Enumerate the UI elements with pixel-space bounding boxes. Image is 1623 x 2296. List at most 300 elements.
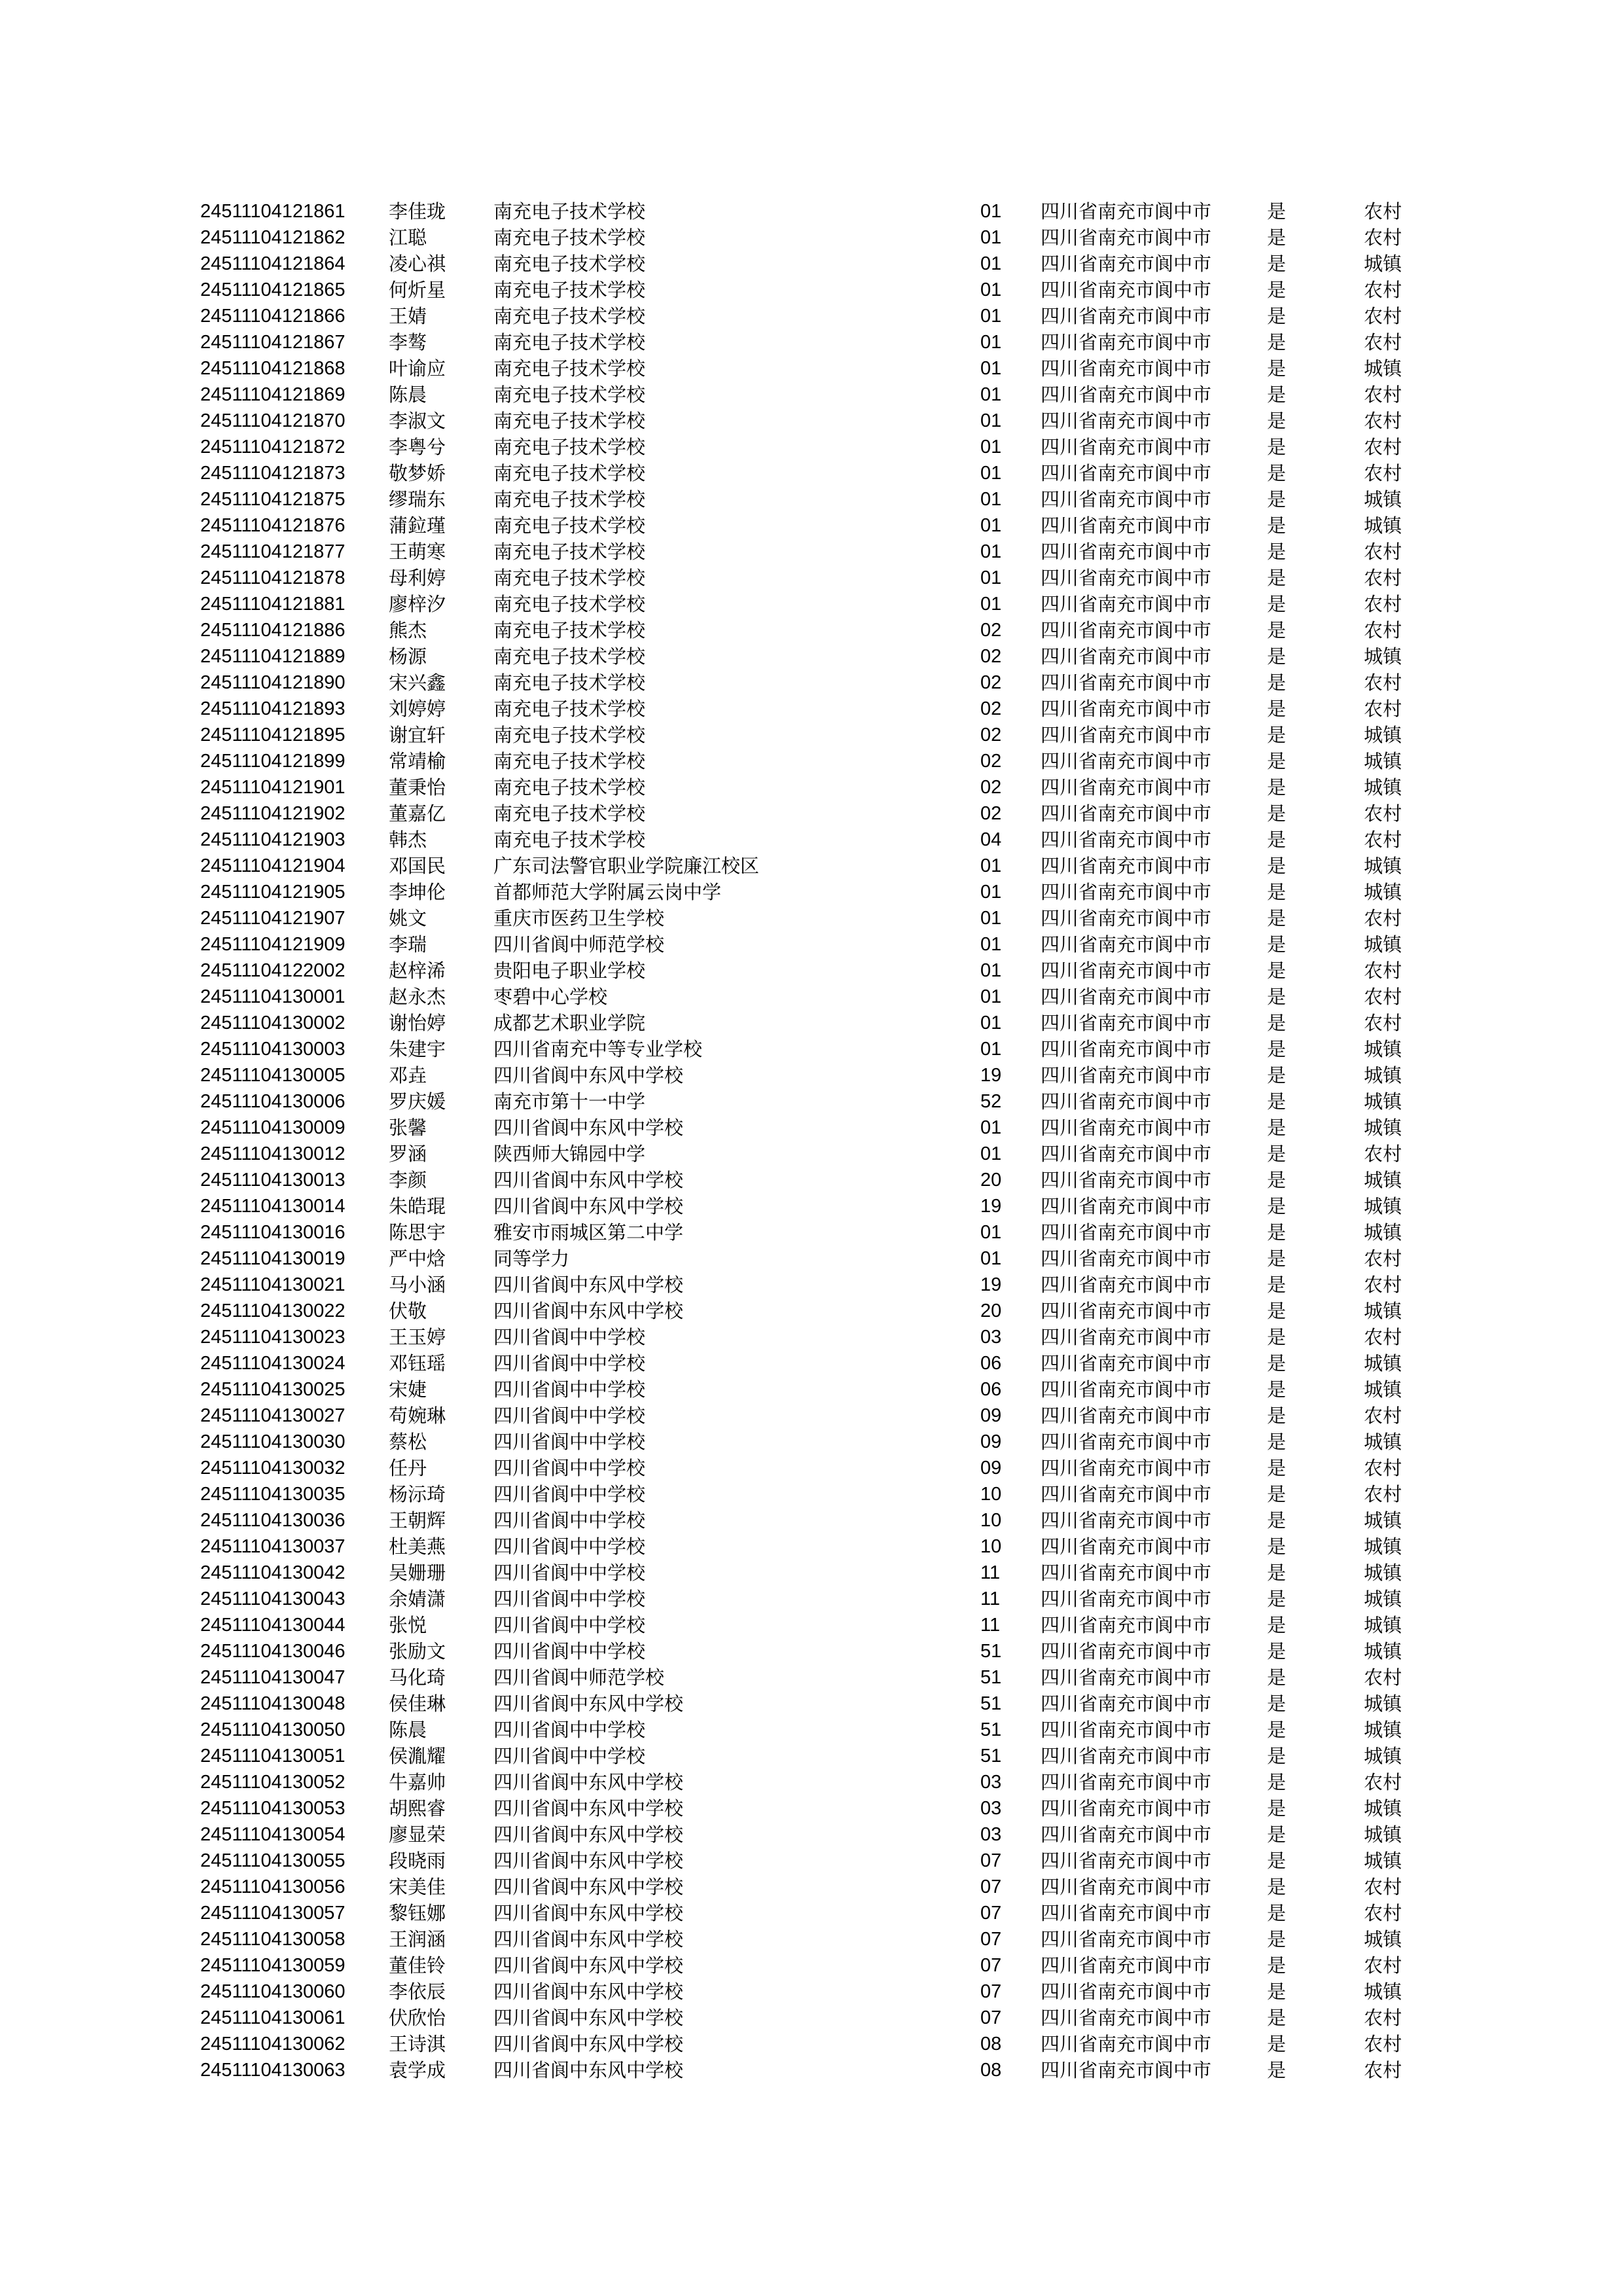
residence-type-cell: 城镇 [1364,253,1402,275]
class-code-cell: 08 [980,2060,1002,2081]
student-id-cell: 24511104130021 [200,1274,346,1295]
student-id-cell: 24511104121881 [200,594,346,615]
school-name-cell: 雅安市雨城区第二中学 [493,1221,684,1244]
student-name-cell: 伏敬 [389,1300,427,1322]
table-row [0,696,1623,722]
school-name-cell: 四川省阆中中学校 [493,1588,646,1610]
class-code-cell: 11 [980,1562,1001,1583]
table-row [0,303,1623,329]
student-roster-table [0,198,1623,2083]
residence-type-cell: 城镇 [1364,1588,1402,1610]
student-name-cell: 严中焓 [389,1247,446,1270]
table-row [0,670,1623,696]
region-cell: 四川省南充市阆中市 [1041,619,1212,641]
region-cell: 四川省南充市阆中市 [1041,829,1212,851]
student-name-cell: 王诗淇 [389,2033,446,2055]
region-cell: 四川省南充市阆中市 [1041,1614,1212,1636]
class-code-cell: 02 [980,672,1002,693]
student-name-cell: 杨沶琦 [389,1483,446,1505]
student-name-cell: 朱建宇 [389,1038,446,1060]
school-name-cell: 四川省阆中东风中学校 [493,1850,684,1872]
table-row [0,1638,1623,1664]
table-row [0,1115,1623,1141]
student-id-cell: 24511104130058 [200,1929,346,1950]
table-row [0,931,1623,958]
table-row [0,1952,1623,1979]
region-cell: 四川省南充市阆中市 [1041,1143,1212,1165]
region-cell: 四川省南充市阆中市 [1041,1509,1212,1532]
residence-type-cell: 农村 [1364,279,1402,301]
school-name-cell: 成都艺术职业学院 [493,1012,646,1034]
class-code-cell: 01 [980,306,1002,327]
class-code-cell: 51 [980,1667,1002,1688]
school-name-cell: 南充电子技术学校 [493,672,646,694]
student-name-cell: 余婧潇 [389,1588,446,1610]
class-code-cell: 01 [980,279,1002,300]
region-cell: 四川省南充市阆中市 [1041,1981,1212,2003]
region-cell: 四川省南充市阆中市 [1041,514,1212,537]
residence-type-cell: 城镇 [1364,1169,1402,1191]
table-row [0,1455,1623,1481]
school-name-cell: 四川省阆中中学校 [493,1483,646,1505]
school-name-cell: 南充电子技术学校 [493,724,646,746]
school-name-cell: 南充电子技术学校 [493,279,646,301]
school-name-cell: 南充电子技术学校 [493,776,646,798]
status-flag-cell: 是 [1267,331,1287,353]
region-cell: 四川省南充市阆中市 [1041,1352,1212,1374]
student-id-cell: 24511104121878 [200,567,346,588]
region-cell: 四川省南充市阆中市 [1041,226,1212,249]
student-id-cell: 24511104121899 [200,751,346,772]
residence-type-cell: 城镇 [1364,1640,1402,1662]
table-row [0,1376,1623,1403]
region-cell: 四川省南充市阆中市 [1041,1902,1212,1924]
region-cell: 四川省南充市阆中市 [1041,960,1212,982]
student-name-cell: 罗涵 [389,1143,427,1165]
region-cell: 四川省南充市阆中市 [1041,1693,1212,1715]
table-row [0,382,1623,408]
class-code-cell: 51 [980,1719,1002,1740]
student-name-cell: 马小涵 [389,1274,446,1296]
student-id-cell: 24511104121901 [200,777,346,798]
residence-type-cell: 城镇 [1364,750,1402,772]
class-code-cell: 01 [980,855,1002,876]
student-id-cell: 24511104130048 [200,1693,346,1714]
student-name-cell: 伏欣怡 [389,2007,446,2029]
region-cell: 四川省南充市阆中市 [1041,1195,1212,1217]
table-row [0,251,1623,277]
student-id-cell: 24511104121876 [200,515,346,536]
student-name-cell: 邓垚 [389,1064,427,1086]
school-name-cell: 四川省阆中东风中学校 [493,1823,684,1846]
school-name-cell: 南充电子技术学校 [493,253,646,275]
student-name-cell: 杜美燕 [389,1535,446,1558]
table-row [0,1507,1623,1534]
student-name-cell: 张励文 [389,1640,446,1662]
status-flag-cell: 是 [1267,960,1287,982]
student-id-cell: 24511104130062 [200,2034,346,2054]
status-flag-cell: 是 [1267,279,1287,301]
school-name-cell: 南充电子技术学校 [493,593,646,615]
status-flag-cell: 是 [1267,1928,1287,1950]
residence-type-cell: 农村 [1364,1483,1402,1505]
status-flag-cell: 是 [1267,1745,1287,1767]
status-flag-cell: 是 [1267,933,1287,956]
region-cell: 四川省南充市阆中市 [1041,1876,1212,1898]
school-name-cell: 同等学力 [493,1247,570,1270]
table-row [0,2031,1623,2057]
student-id-cell: 24511104130055 [200,1850,346,1871]
student-id-cell: 24511104130014 [200,1196,346,1217]
status-flag-cell: 是 [1267,1064,1287,1086]
status-flag-cell: 是 [1267,1902,1287,1924]
student-id-cell: 24511104130037 [200,1536,346,1557]
region-cell: 四川省南充市阆中市 [1041,1274,1212,1296]
residence-type-cell: 城镇 [1364,357,1402,380]
region-cell: 四川省南充市阆中市 [1041,1797,1212,1820]
status-flag-cell: 是 [1267,410,1287,432]
student-id-cell: 24511104121895 [200,725,346,745]
region-cell: 四川省南充市阆中市 [1041,802,1212,825]
region-cell: 四川省南充市阆中市 [1041,462,1212,484]
region-cell: 四川省南充市阆中市 [1041,1405,1212,1427]
status-flag-cell: 是 [1267,802,1287,825]
school-name-cell: 首都师范大学附属云岗中学 [493,881,722,903]
student-name-cell: 段晓雨 [389,1850,446,1872]
class-code-cell: 07 [980,1981,1002,2002]
table-row [0,2005,1623,2031]
table-row [0,224,1623,251]
school-name-cell: 贵阳电子职业学校 [493,960,646,982]
school-name-cell: 四川省阆中东风中学校 [493,1981,684,2003]
table-row [0,643,1623,670]
class-code-cell: 10 [980,1510,1002,1531]
school-name-cell: 四川省阆中东风中学校 [493,1195,684,1217]
status-flag-cell: 是 [1267,462,1287,484]
class-code-cell: 01 [980,908,1002,929]
table-row [0,460,1623,486]
student-name-cell: 何炘星 [389,279,446,301]
school-name-cell: 南充电子技术学校 [493,619,646,641]
student-id-cell: 24511104121869 [200,384,346,405]
residence-type-cell: 城镇 [1364,645,1402,668]
school-name-cell: 四川省阆中中学校 [493,1378,646,1401]
residence-type-cell: 农村 [1364,1876,1402,1898]
table-row [0,1874,1623,1900]
residence-type-cell: 农村 [1364,672,1402,694]
table-row [0,198,1623,224]
status-flag-cell: 是 [1267,724,1287,746]
residence-type-cell: 农村 [1364,331,1402,353]
student-name-cell: 王婧 [389,305,427,327]
status-flag-cell: 是 [1267,1588,1287,1610]
class-code-cell: 51 [980,1641,1002,1662]
status-flag-cell: 是 [1267,2059,1287,2081]
student-name-cell: 吴姗珊 [389,1562,446,1584]
school-name-cell: 南充电子技术学校 [493,698,646,720]
school-name-cell: 四川省阆中中学校 [493,1614,646,1636]
student-name-cell: 常靖榆 [389,750,446,772]
residence-type-cell: 城镇 [1364,1614,1402,1636]
table-row [0,539,1623,565]
residence-type-cell: 城镇 [1364,488,1402,511]
status-flag-cell: 是 [1267,1483,1287,1505]
class-code-cell: 04 [980,829,1002,850]
class-code-cell: 01 [980,1143,1002,1164]
residence-type-cell: 农村 [1364,436,1402,458]
table-row [0,905,1623,931]
student-id-cell: 24511104121893 [200,698,346,719]
status-flag-cell: 是 [1267,1562,1287,1584]
table-row [0,1717,1623,1743]
student-name-cell: 董嘉亿 [389,802,446,825]
region-cell: 四川省南充市阆中市 [1041,1431,1212,1453]
student-name-cell: 朱皓琨 [389,1195,446,1217]
student-name-cell: 母利婷 [389,567,446,589]
student-id-cell: 24511104130063 [200,2060,346,2081]
student-id-cell: 24511104130003 [200,1039,346,1060]
school-name-cell: 四川省阆中东风中学校 [493,1169,684,1191]
table-row [0,565,1623,591]
class-code-cell: 07 [980,1850,1002,1871]
student-name-cell: 宋婕 [389,1378,427,1401]
status-flag-cell: 是 [1267,1352,1287,1374]
residence-type-cell: 城镇 [1364,1535,1402,1558]
school-name-cell: 四川省阆中中学校 [493,1405,646,1427]
status-flag-cell: 是 [1267,1169,1287,1191]
school-name-cell: 南充电子技术学校 [493,750,646,772]
student-id-cell: 24511104130051 [200,1746,346,1767]
region-cell: 四川省南充市阆中市 [1041,986,1212,1008]
student-name-cell: 邓国民 [389,855,446,877]
class-code-cell: 01 [980,332,1002,353]
student-name-cell: 陈晨 [389,1719,427,1741]
region-cell: 四川省南充市阆中市 [1041,1719,1212,1741]
residence-type-cell: 农村 [1364,802,1402,825]
student-id-cell: 24511104130054 [200,1824,346,1845]
residence-type-cell: 城镇 [1364,514,1402,537]
status-flag-cell: 是 [1267,436,1287,458]
student-id-cell: 24511104130024 [200,1353,346,1374]
residence-type-cell: 农村 [1364,1902,1402,1924]
student-name-cell: 李坤伦 [389,881,446,903]
student-name-cell: 王朝辉 [389,1509,446,1532]
student-id-cell: 24511104121905 [200,882,346,903]
school-name-cell: 南充电子技术学校 [493,226,646,249]
region-cell: 四川省南充市阆中市 [1041,1640,1212,1662]
residence-type-cell: 农村 [1364,567,1402,589]
residence-type-cell: 农村 [1364,200,1402,223]
student-name-cell: 王玉婷 [389,1326,446,1348]
status-flag-cell: 是 [1267,1797,1287,1820]
status-flag-cell: 是 [1267,1981,1287,2003]
residence-type-cell: 城镇 [1364,776,1402,798]
residence-type-cell: 农村 [1364,384,1402,406]
class-code-cell: 03 [980,1824,1002,1845]
student-id-cell: 24511104130046 [200,1641,346,1662]
residence-type-cell: 农村 [1364,1666,1402,1689]
table-row [0,2057,1623,2083]
class-code-cell: 07 [980,1929,1002,1950]
student-id-cell: 24511104130053 [200,1798,346,1819]
region-cell: 四川省南充市阆中市 [1041,1221,1212,1244]
class-code-cell: 01 [980,489,1002,510]
region-cell: 四川省南充市阆中市 [1041,200,1212,223]
status-flag-cell: 是 [1267,1195,1287,1217]
class-code-cell: 01 [980,882,1002,903]
class-code-cell: 06 [980,1353,1002,1374]
table-row [0,1298,1623,1324]
residence-type-cell: 城镇 [1364,1038,1402,1060]
region-cell: 四川省南充市阆中市 [1041,1378,1212,1401]
class-code-cell: 07 [980,1955,1002,1976]
table-row [0,1167,1623,1193]
table-row [0,1586,1623,1612]
region-cell: 四川省南充市阆中市 [1041,1117,1212,1139]
residence-type-cell: 农村 [1364,226,1402,249]
region-cell: 四川省南充市阆中市 [1041,1745,1212,1767]
status-flag-cell: 是 [1267,907,1287,929]
region-cell: 四川省南充市阆中市 [1041,305,1212,327]
status-flag-cell: 是 [1267,1221,1287,1244]
residence-type-cell: 城镇 [1364,1562,1402,1584]
region-cell: 四川省南充市阆中市 [1041,881,1212,903]
school-name-cell: 四川省阆中东风中学校 [493,1902,684,1924]
class-code-cell: 01 [980,1248,1002,1269]
table-row [0,1088,1623,1115]
residence-type-cell: 农村 [1364,1771,1402,1793]
student-id-cell: 24511104130030 [200,1431,346,1452]
class-code-cell: 11 [980,1588,1001,1609]
class-code-cell: 01 [980,253,1002,274]
table-row [0,1926,1623,1952]
region-cell: 四川省南充市阆中市 [1041,907,1212,929]
student-id-cell: 24511104130050 [200,1719,346,1740]
school-name-cell: 四川省阆中东风中学校 [493,1954,684,1977]
student-id-cell: 24511104130059 [200,1955,346,1976]
school-name-cell: 南充电子技术学校 [493,645,646,668]
student-name-cell: 董佳铃 [389,1954,446,1977]
region-cell: 四川省南充市阆中市 [1041,357,1212,380]
table-row [0,355,1623,382]
student-id-cell: 24511104130022 [200,1300,346,1321]
student-id-cell: 24511104121873 [200,463,346,484]
student-id-cell: 24511104130047 [200,1667,346,1688]
table-row [0,591,1623,617]
student-name-cell: 谢宜轩 [389,724,446,746]
region-cell: 四川省南充市阆中市 [1041,1457,1212,1479]
class-code-cell: 07 [980,1876,1002,1897]
table-row [0,1769,1623,1795]
region-cell: 四川省南充市阆中市 [1041,279,1212,301]
table-row [0,1979,1623,2005]
table-row [0,1900,1623,1926]
region-cell: 四川省南充市阆中市 [1041,1535,1212,1558]
residence-type-cell: 城镇 [1364,855,1402,877]
student-id-cell: 24511104130001 [200,986,346,1007]
residence-type-cell: 农村 [1364,2007,1402,2029]
school-name-cell: 四川省阆中师范学校 [493,1666,665,1689]
class-code-cell: 51 [980,1746,1002,1767]
school-name-cell: 四川省南充中等专业学校 [493,1038,703,1060]
residence-type-cell: 城镇 [1364,1221,1402,1244]
class-code-cell: 09 [980,1431,1002,1452]
status-flag-cell: 是 [1267,1090,1287,1113]
table-row [0,1036,1623,1062]
class-code-cell: 01 [980,437,1002,457]
table-row [0,1534,1623,1560]
school-name-cell: 四川省阆中东风中学校 [493,1300,684,1322]
status-flag-cell: 是 [1267,1535,1287,1558]
school-name-cell: 四川省阆中中学校 [493,1535,646,1558]
status-flag-cell: 是 [1267,305,1287,327]
student-name-cell: 廖梓汐 [389,593,446,615]
class-code-cell: 03 [980,1798,1002,1819]
region-cell: 四川省南充市阆中市 [1041,384,1212,406]
status-flag-cell: 是 [1267,2033,1287,2055]
school-name-cell: 南充电子技术学校 [493,331,646,353]
school-name-cell: 四川省阆中东风中学校 [493,1797,684,1820]
status-flag-cell: 是 [1267,1326,1287,1348]
student-name-cell: 敬梦娇 [389,462,446,484]
student-name-cell: 李瑞 [389,933,427,956]
region-cell: 四川省南充市阆中市 [1041,672,1212,694]
class-code-cell: 03 [980,1772,1002,1793]
table-row [0,748,1623,774]
status-flag-cell: 是 [1267,200,1287,223]
school-name-cell: 四川省阆中东风中学校 [493,1274,684,1296]
table-row [0,277,1623,303]
school-name-cell: 四川省阆中中学校 [493,1640,646,1662]
student-name-cell: 侯佳琳 [389,1693,446,1715]
status-flag-cell: 是 [1267,1012,1287,1034]
status-flag-cell: 是 [1267,1117,1287,1139]
class-code-cell: 09 [980,1458,1002,1479]
residence-type-cell: 城镇 [1364,1090,1402,1113]
residence-type-cell: 农村 [1364,1247,1402,1270]
student-name-cell: 宋兴鑫 [389,672,446,694]
table-row [0,774,1623,800]
table-row [0,1272,1623,1298]
residence-type-cell: 农村 [1364,305,1402,327]
school-name-cell: 四川省阆中东风中学校 [493,1771,684,1793]
class-code-cell: 01 [980,358,1002,379]
student-name-cell: 袁学成 [389,2059,446,2081]
student-id-cell: 24511104130032 [200,1458,346,1479]
student-id-cell: 24511104130052 [200,1772,346,1793]
school-name-cell: 四川省阆中中学校 [493,1509,646,1532]
region-cell: 四川省南充市阆中市 [1041,1300,1212,1322]
status-flag-cell: 是 [1267,253,1287,275]
student-name-cell: 牛嘉帅 [389,1771,446,1793]
status-flag-cell: 是 [1267,1431,1287,1453]
region-cell: 四川省南充市阆中市 [1041,593,1212,615]
student-id-cell: 24511104122002 [200,960,346,981]
student-id-cell: 24511104130025 [200,1379,346,1400]
status-flag-cell: 是 [1267,1378,1287,1401]
class-code-cell: 52 [980,1091,1002,1112]
status-flag-cell: 是 [1267,855,1287,877]
residence-type-cell: 城镇 [1364,881,1402,903]
table-row [0,958,1623,984]
school-name-cell: 南充电子技术学校 [493,305,646,327]
status-flag-cell: 是 [1267,1640,1287,1662]
class-code-cell: 09 [980,1405,1002,1426]
residence-type-cell: 农村 [1364,619,1402,641]
residence-type-cell: 农村 [1364,2059,1402,2081]
region-cell: 四川省南充市阆中市 [1041,645,1212,668]
class-code-cell: 02 [980,751,1002,772]
